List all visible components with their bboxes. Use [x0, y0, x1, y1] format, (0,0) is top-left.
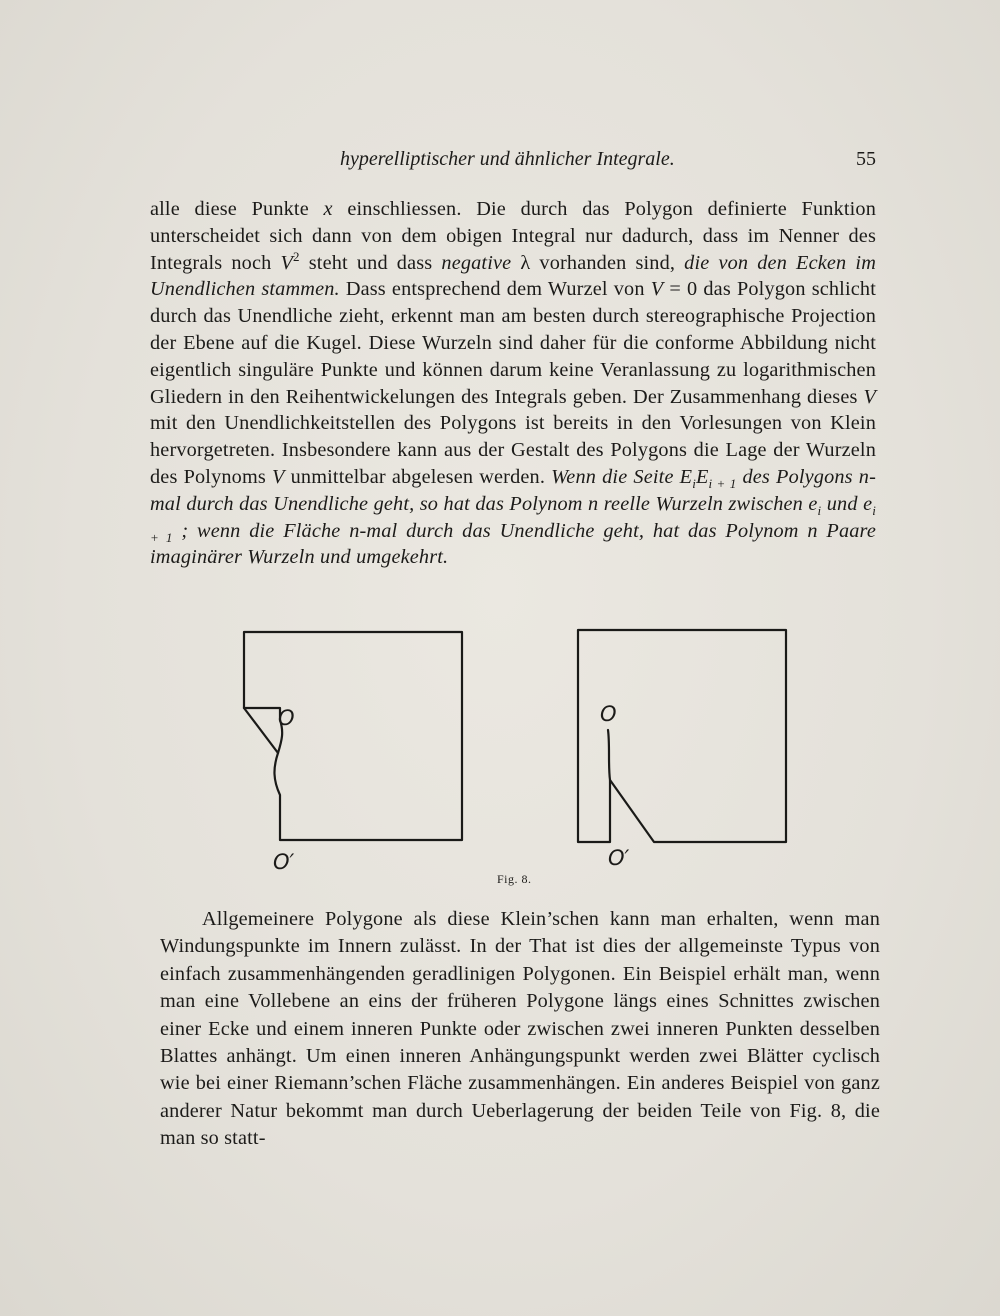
paragraph-2-text: Allgemeinere Polygone als diese Klein’schen kann man erhalten, wenn man Windungspunkte im Innern zulässt. In der That ist dies der allgemeinste Typus von einfach zusammenhängenden geradlinigen Polygonen. Ein Beispiel erhält man, wenn man eine Vollebene an eins der früheren Polygone längs eines Schnittes zwischen einer Ecke und einem inneren Punkte oder zwischen zwei inneren Punkten desselben Blattes anhängt. Um einen inneren Anhängungspunkt werden zwei Blätter cyclisch wie bei einer Riemann’schen Fläche zusammenhängen. Ein anderes Beispiel von ganz anderer Natur bekommt man durch Ueberlagerung der beiden Teile von Fig. 8, die man so statt-	[160, 908, 880, 1150]
figure-caption: Fig. 8.	[497, 872, 532, 886]
running-head	[150, 148, 876, 172]
right-cut	[608, 730, 610, 780]
left-cut	[244, 708, 278, 753]
figure-8	[200, 620, 820, 895]
paragraph-1-text: alle diese Punkte x einschliessen. Die durch das Polygon definierte Funktion unterscheidet sich dann von dem obigen Integral nur dadurch, dass im Nenner des Integrals noch $V^2$ steht und dass negative λ vorhanden sind, die von den Ecken im Unendlichen stammen. Dass entsprechend dem Wurzel von V = 0 das Polygon schlicht durch das Unendliche zieht, erkennt man am besten durch stereographische Projection der Ebene auf die Kugel. Diese Wurzeln sind daher für die conforme Abbildung nicht eigentlich singuläre Punkte und können darum keine Veranlassung zu logarithmischen Gliedern in den Reihentwickelungen des Integrals geben. Der Zusammenhang dieses V mit den Unendlichkeitstellen des Polygons ist bereits in den Vorlesungen von Klein hervorgetreten. Insbesondere kann aus der Gestalt des Polygons die Lage der Wurzeln des Polynoms V unmittelbar abgelesen werden. Wenn die Seite $E_iE_{i + 1}$ des Polygons n-mal durch das Unendliche geht, so hat das Polynom n reelle Wurzeln zwischen $e_i$ und $e_{i + 1}$ ; wenn die Fläche n-mal durch das Unendliche geht, hat das Polynom n Paare imaginärer Wurzeln und umgekehrt.	[150, 198, 876, 569]
paragraph-2	[160, 906, 880, 1153]
right-bottom-label: O′	[608, 846, 630, 870]
paragraph-1	[150, 196, 876, 571]
page-number: 55	[856, 148, 876, 170]
left-bottom-label: O′	[273, 850, 295, 874]
left-polygon	[244, 632, 462, 840]
running-title: hyperelliptischer und ähnlicher Integrale.	[340, 148, 675, 170]
left-top-label: O	[278, 706, 295, 730]
right-top-label: O	[600, 702, 617, 726]
